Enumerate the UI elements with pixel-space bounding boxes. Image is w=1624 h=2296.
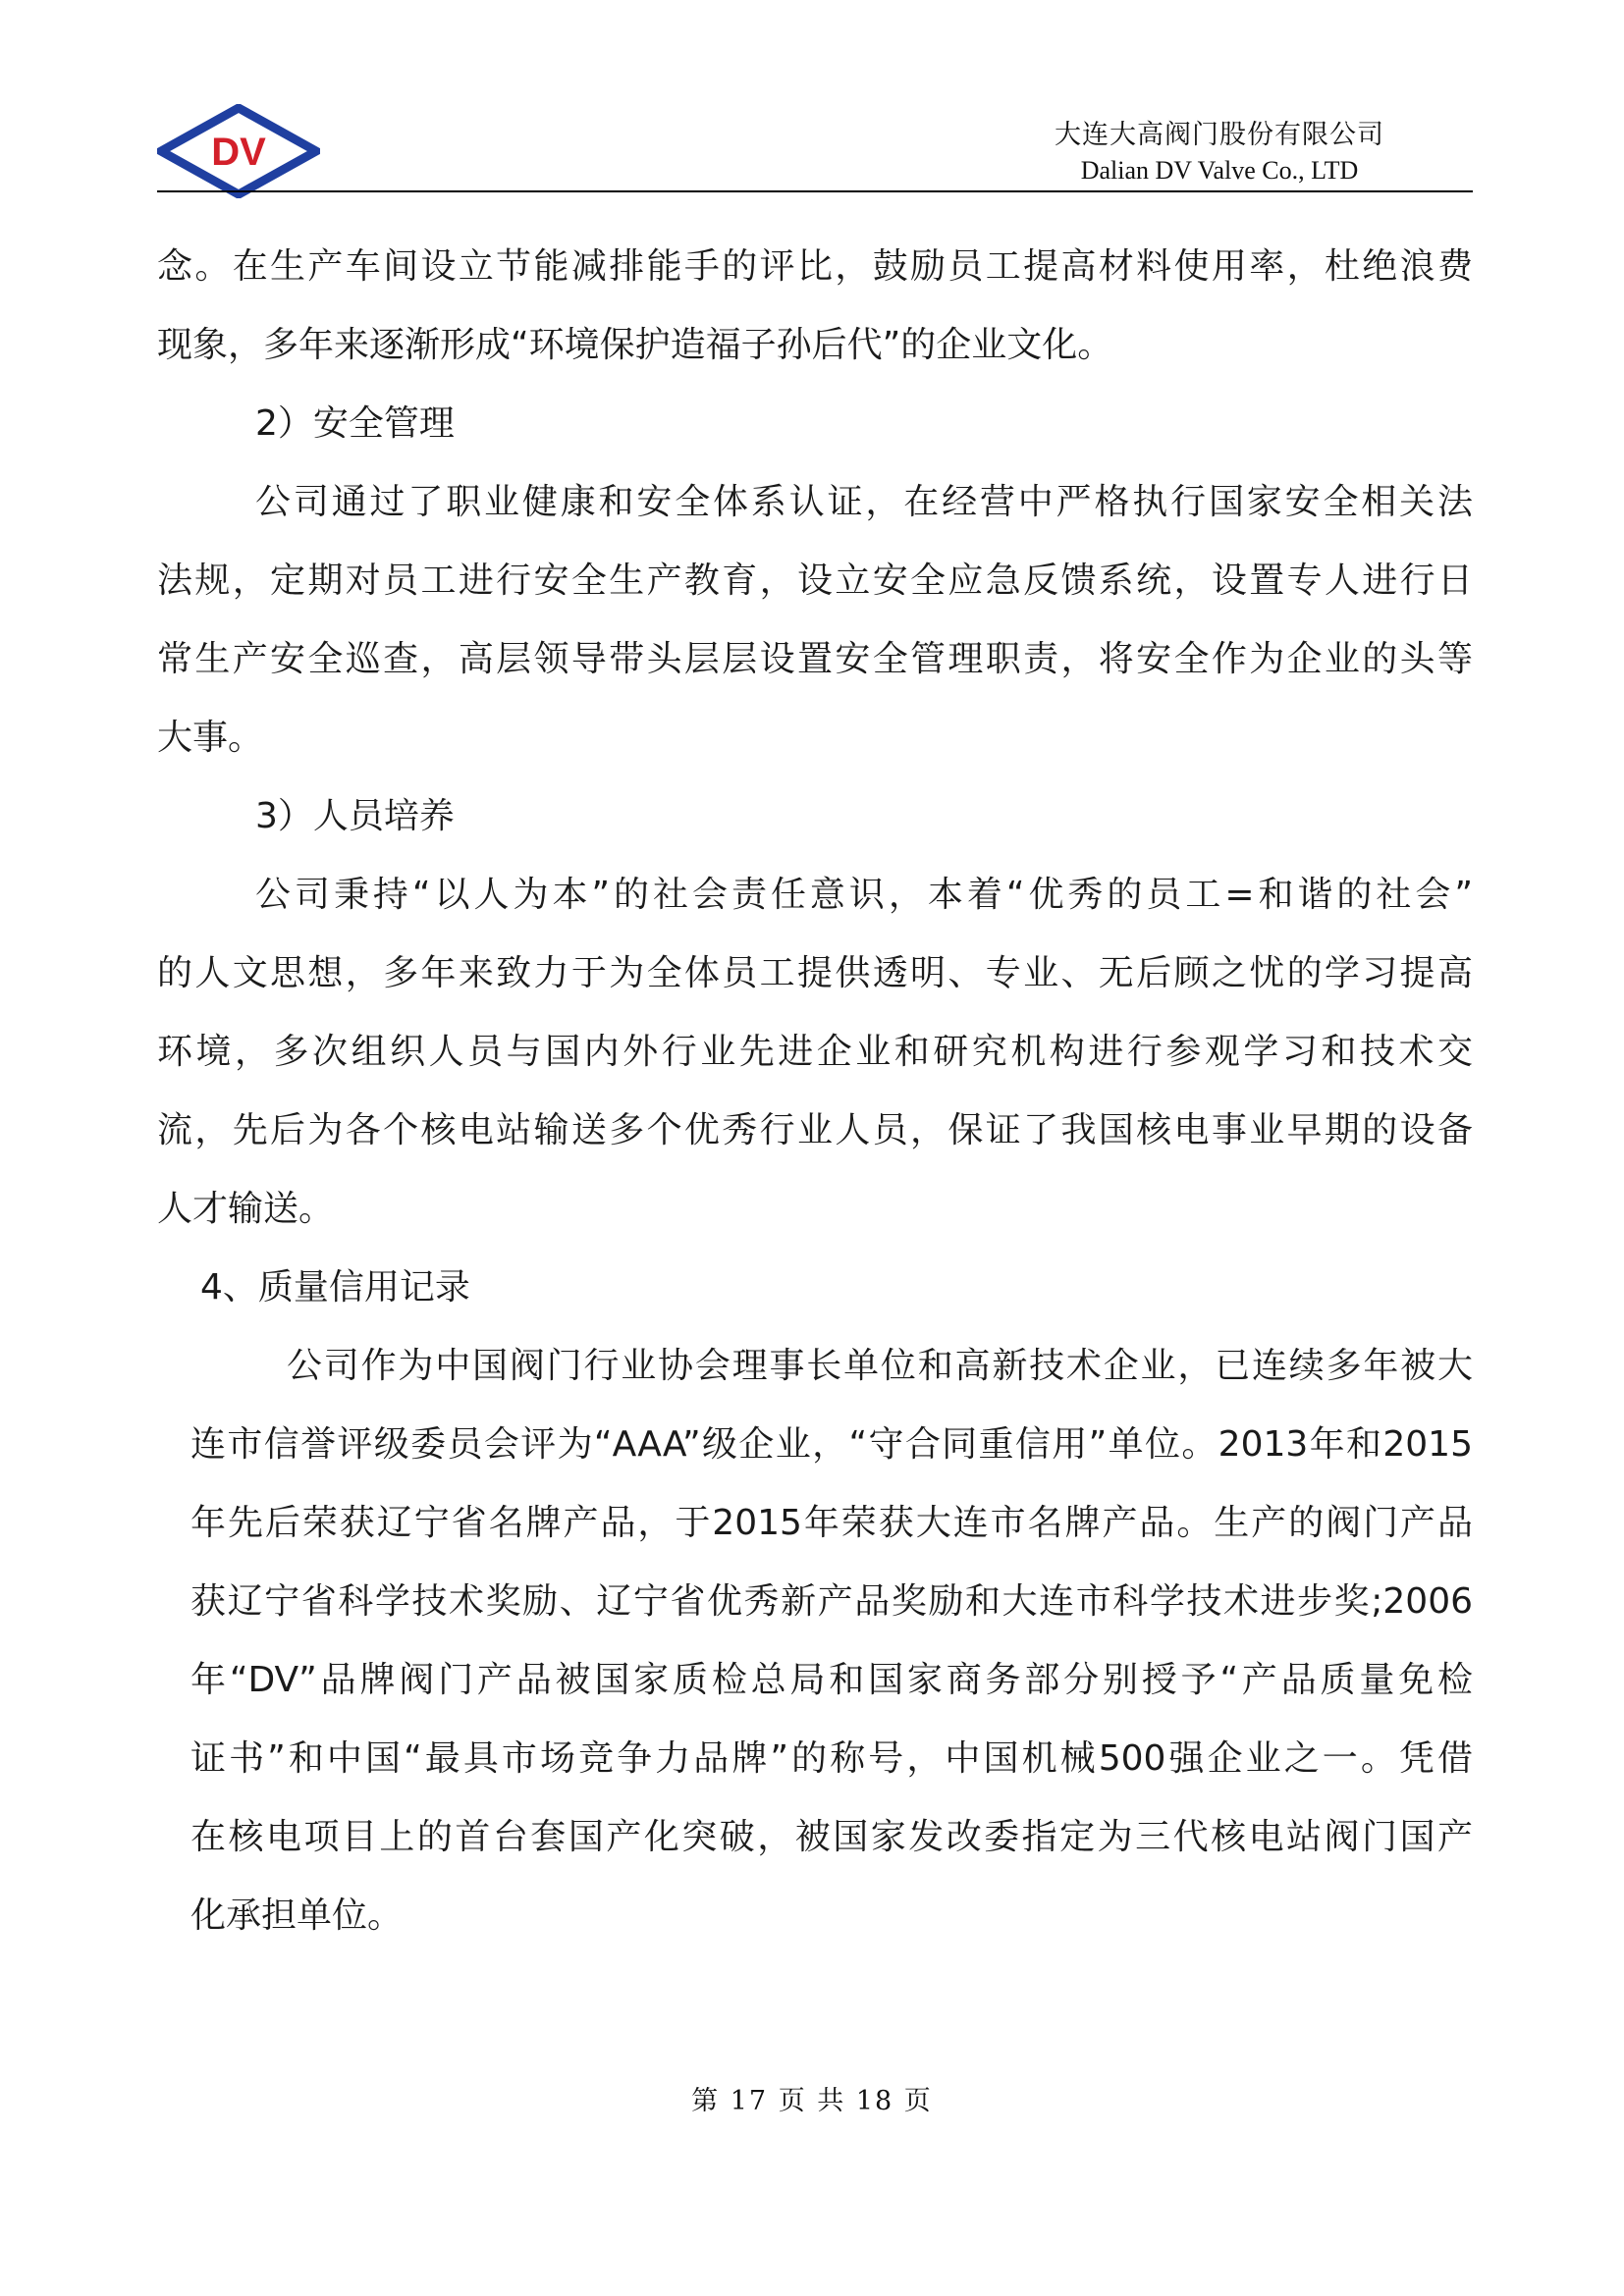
paragraph-line: 获辽宁省科学技术奖励、辽宁省优秀新产品奖励和大连市科学技术进步奖;2006 xyxy=(190,1581,1473,1622)
paragraph-line: 流，先后为各个核电站输送多个优秀行业人员，保证了我国核电事业早期的设备 xyxy=(157,1110,1473,1150)
paragraph-line: 公司秉持“以人为本”的社会责任意识，本着“优秀的员工=和谐的社会” xyxy=(255,875,1473,915)
company-name-cn: 大连大高阀门股份有限公司 xyxy=(1055,120,1384,150)
paragraph-line: 环境，多次组织人员与国内外行业先进企业和研究机构进行参观学习和技术交 xyxy=(157,1032,1473,1072)
page-number: 第 17 页 共 18 页 xyxy=(691,2086,933,2116)
paragraph-line: 在核电项目上的首台套国产化突破，被国家发改委指定为三代核电站阀门国产 xyxy=(190,1817,1473,1857)
paragraph-line: 年“DV”品牌阀门产品被国家质检总局和国家商务部分别授予“产品质量免检 xyxy=(190,1660,1473,1700)
paragraph-line: 化承担单位。 xyxy=(190,1896,404,1936)
paragraph-line: 常生产安全巡查，高层领导带头层层设置安全管理职责，将安全作为企业的头等 xyxy=(157,639,1473,679)
company-logo xyxy=(157,104,320,198)
paragraph-line: 大事。 xyxy=(157,718,264,758)
page-header xyxy=(157,98,1473,196)
paragraph-line: 公司通过了职业健康和安全体系认证，在经营中严格执行国家安全相关法 xyxy=(255,482,1473,522)
section-heading-safety: 2）安全管理 xyxy=(255,403,455,444)
paragraph-line: 的人文思想，多年来致力于为全体员工提供透明、专业、无后顾之忧的学习提高 xyxy=(157,953,1473,993)
company-name-block xyxy=(1055,118,1384,188)
paragraph-line: 人才输送。 xyxy=(157,1189,335,1229)
company-name-en: Dalian DV Valve Co., LTD xyxy=(1080,156,1359,185)
paragraph-line: 念。在生产车间设立节能减排能手的评比，鼓励员工提高材料使用率，杜绝浪费 xyxy=(157,246,1473,287)
paragraph-line: 法规，定期对员工进行安全生产教育，设立安全应急反馈系统，设置专人进行日 xyxy=(157,561,1473,601)
header-divider xyxy=(157,190,1473,192)
paragraph-line: 连市信誉评级委员会评为“AAA”级企业，“守合同重信用”单位。2013年和2015 xyxy=(190,1424,1473,1465)
paragraph-line: 公司作为中国阀门行业协会理事长单位和高新技术企业，已连续多年被大 xyxy=(287,1346,1473,1386)
section-heading-training: 3）人员培养 xyxy=(255,796,455,836)
paragraph-line: 年先后荣获辽宁省名牌产品，于2015年荣获大连市名牌产品。生产的阀门产品 xyxy=(190,1503,1473,1543)
logo-text: DV xyxy=(211,131,266,174)
paragraph-line: 现象，多年来逐渐形成“环境保护造福子孙后代”的企业文化。 xyxy=(157,325,1113,365)
section-heading-quality: 4、质量信用记录 xyxy=(200,1267,470,1308)
paragraph-line: 证书”和中国“最具市场竞争力品牌”的称号，中国机械500强企业之一。凭借 xyxy=(190,1738,1473,1779)
page-body xyxy=(157,228,1473,1955)
